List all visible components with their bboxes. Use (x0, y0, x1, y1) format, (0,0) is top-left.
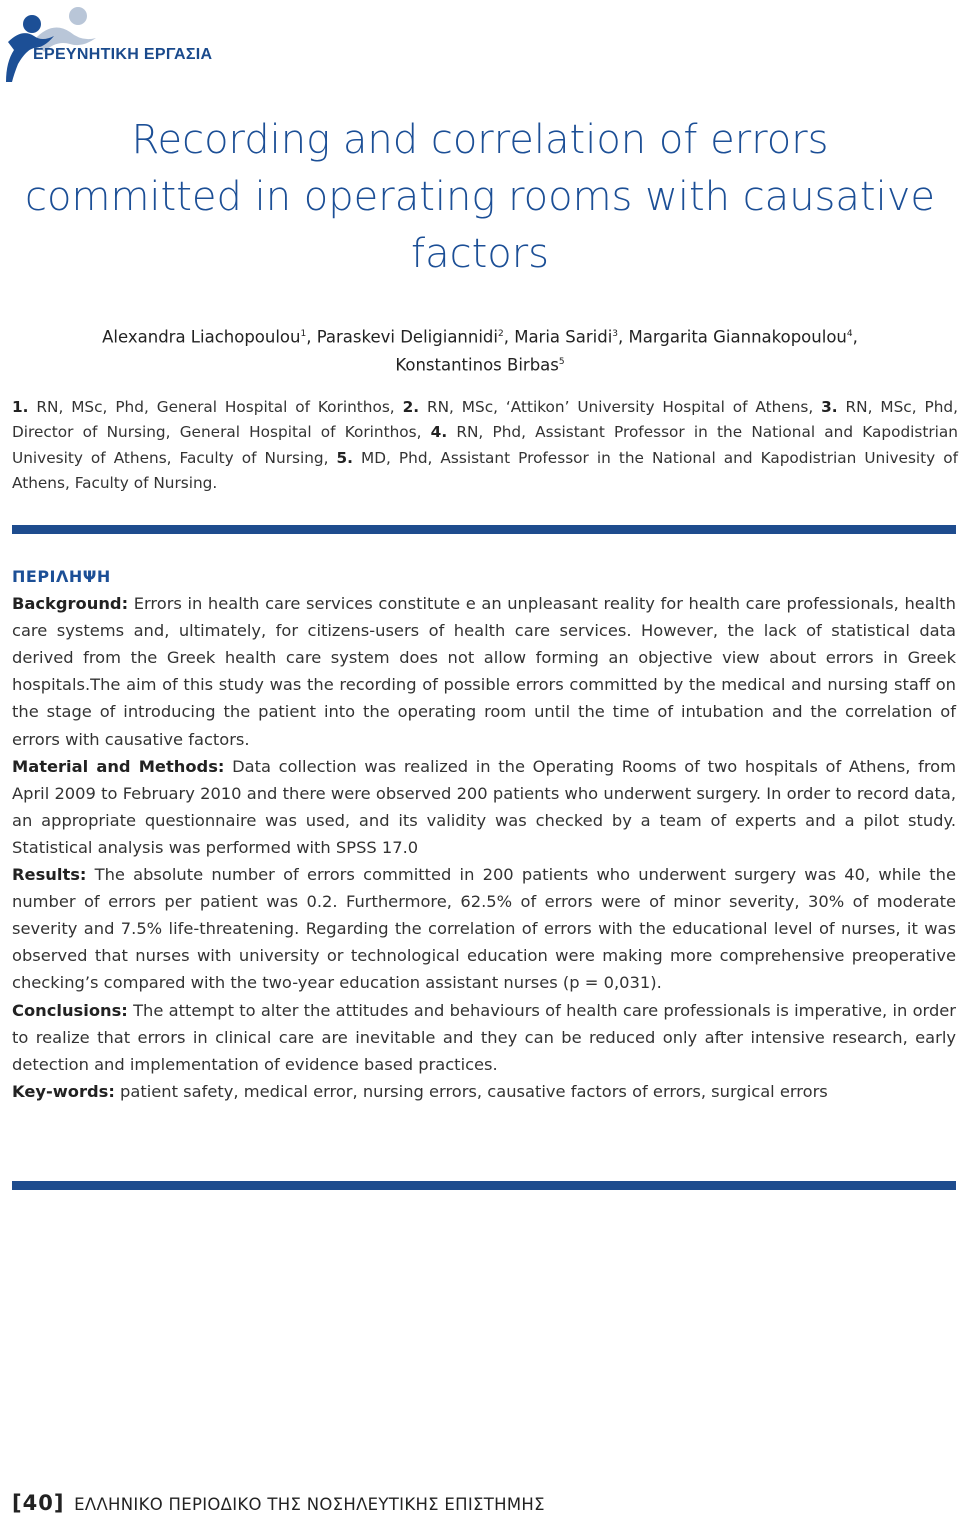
author-affil-marker: 2 (497, 329, 504, 339)
author-name: Alexandra Liachopoulou (102, 327, 301, 347)
abstract-label: Key-words: (12, 1081, 115, 1101)
affil-text: RN, MSc, ‘Attikon’ University Hospital of Athens, (419, 398, 822, 416)
abstract-text: patient safety, medical error, nursing errors, causative factors of errors, surgical errors (114, 1081, 828, 1101)
author-name: , Maria Saridi (503, 327, 613, 347)
author-affil-marker: 5 (558, 356, 565, 367)
abstract-keywords (12, 1078, 956, 1105)
author-name: Konstantinos Birbas (395, 355, 559, 374)
author-line (0, 322, 960, 350)
affil-number: 3. (821, 398, 838, 416)
abstract-label: Background: (12, 594, 129, 614)
abstract-label: Results: (12, 865, 87, 885)
title-line: committed in operating rooms with causative (25, 174, 935, 220)
author-separator: , (852, 327, 858, 347)
section-divider (12, 1181, 956, 1190)
author-line (0, 350, 960, 378)
affil-number: 1. (12, 398, 29, 416)
person-figure-logo-icon (4, 2, 104, 82)
journal-name: ΕΛΛΗΝΙΚΟ ΠΕΡΙΟΔΙΚΟ ΤΗΣ ΝΟΣΗΛΕΥΤΙΚΗΣ ΕΠΙΣΤΗΜΗΣ (74, 1495, 545, 1514)
author-affil-marker: 3 (612, 329, 619, 339)
abstract-text: Errors in health care services constitute e an unpleasant reality for health care professionals, health care systems and, ultimately, for citizens-users of health care services. However, the lack of statistical data derived from the Greek health care system does not allow forming an objective view about errors in Greek hospitals.The aim of this study was the recording of possible errors committed by the medical and nursing staff on the stage of introducing the patient into the operating room until the time of intubation and the correlation of errors with causative factors. (12, 594, 956, 749)
abstract-text: The attempt to alter the attitudes and behaviours of health care professionals is imperative, in order to realize that errors in clinical care are inevitable and they can be reduced only after intensive research, early detection and implementation of evidence based practices. (12, 1000, 956, 1074)
abstract-methods (12, 753, 956, 861)
abstract-heading: ΠΕΡΙΛΗΨΗ (12, 567, 111, 586)
title-line: Recording and correlation of errors (131, 117, 829, 163)
section-divider (12, 525, 956, 534)
affil-text: RN, MSc, Phd, General Hospital of Korinthos, (28, 398, 403, 416)
abstract-results (12, 861, 956, 996)
author-affil-marker: 1 (300, 329, 307, 339)
abstract-label: Material and Methods: (12, 756, 225, 776)
affil-text: RN, MSc, Phd, Director of Nursing, General Hospital of Korinthos, (12, 398, 958, 442)
affil-text: RN, Phd, Assistant Professor in the National and Kapodistrian Univesity of Athens, Faculty of Nursing, (12, 423, 958, 467)
page-number: [40] (12, 1491, 65, 1515)
author-name: , Margarita Giannakopoulou (618, 327, 847, 347)
abstract (12, 563, 956, 1105)
abstract-conclusions (12, 997, 956, 1078)
abstract-text: The absolute number of errors committed in 200 patients who underwent surgery was 40, while the number of errors per patient was 0.2. Furthermore, 62.5% of errors were of minor severity, 30% of moderate severity and 7.5% life-threatening. Regarding the correlation of errors with the educational level of nurses, it was observed that nurses with university or technological education were making more comprehensive preoperative checking’s compared with the two-year education assistant nurses (p = 0,031). (12, 865, 956, 993)
author-list (0, 322, 960, 377)
author-name: , Paraskevi Deligiannidi (306, 327, 498, 347)
article-title (0, 112, 960, 283)
page-footer (12, 1491, 545, 1515)
abstract-label: Conclusions: (12, 1000, 128, 1020)
affil-number: 2. (402, 398, 420, 416)
affil-number: 4. (430, 423, 448, 442)
section-label: ΕΡΕΥΝΗΤΙΚΗ ΕΡΓΑΣΙΑ (33, 46, 213, 63)
abstract-text: Data collection was realized in the Operating Rooms of two hospitals of Athens, from April 2009 to February 2010 and there were observed 200 patients who underwent surgery. In order to record data, an appropriate questionnaire was used, and its validity was checked by a team of experts and a pilot study. Statistical analysis was performed with SPSS 17.0 (12, 756, 956, 857)
author-affil-marker: 4 (846, 329, 853, 339)
affiliations (12, 395, 958, 496)
abstract-background (12, 590, 956, 753)
title-line: factors (410, 231, 550, 277)
affil-text: MD, Phd, Assistant Professor in the National and Kapodistrian Univesity of Athens, Faculty of Nursing. (12, 448, 959, 492)
affil-number: 5. (336, 448, 353, 467)
